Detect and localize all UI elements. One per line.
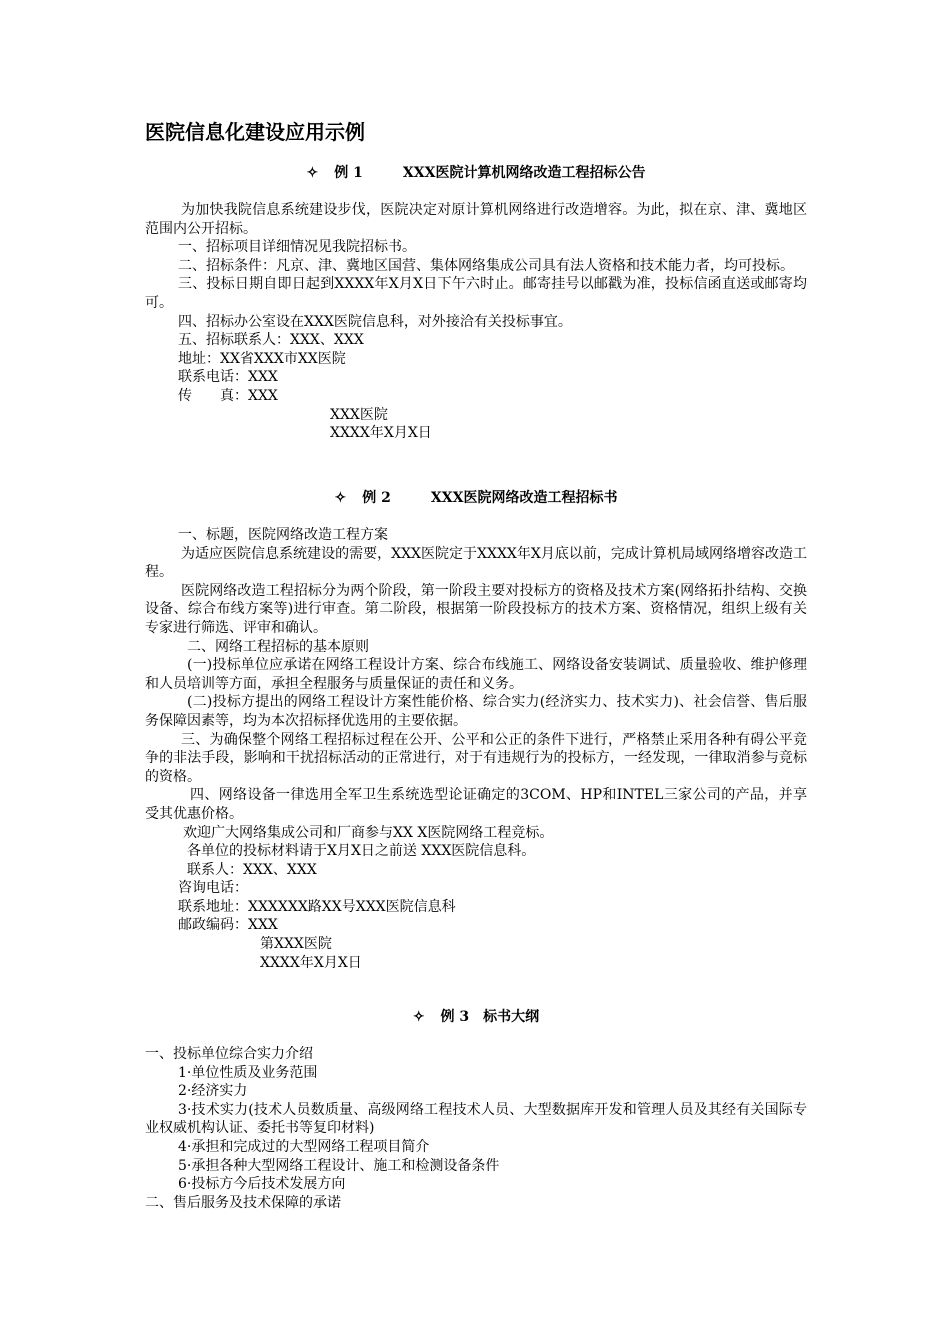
section-1-title: XXX医院计算机网络改造工程招标公告 (402, 165, 646, 181)
diamond-icon: ✧ (412, 1009, 425, 1025)
paragraph: 一、标题，医院网络改造工程方案 (178, 527, 388, 543)
section-3-number: 例 3 (440, 1009, 470, 1025)
signature-org: XXX医院 (330, 406, 388, 423)
section-3-heading (145, 1006, 807, 1026)
address-line: 地址：XX省XXX市XX医院 (178, 350, 346, 367)
section-1-heading (145, 162, 807, 182)
fax-line: 传 真：XXX (178, 387, 278, 404)
paragraph: 四、网络设备一律选用全军卫生系统选型论证确定的3COM、HP和INTEL三家公司的产品，并享受其优惠价格。 (145, 787, 807, 822)
signature-date: XXXX年X月X日 (330, 425, 432, 442)
section-3-body (145, 1045, 807, 1212)
postcode-line: 邮政编码：XXX (178, 917, 278, 934)
address-line: 联系地址：XXXXXX路XX号XXX医院信息科 (178, 898, 456, 915)
outline-item: 5·承担各种大型网络工程设计、施工和检测设备条件 (178, 1157, 500, 1174)
paragraph: (二)投标方提出的网络工程设计方案性能价格、综合实力(经济实力、技术实力)、社会信誉、售后服务保障因素等，均为本次招标择优选用的主要依据。 (145, 694, 807, 729)
paragraph: 四、招标办公室设在XXX医院信息科，对外接洽有关投标事宜。 (178, 313, 572, 330)
outline-item: 一、投标单位综合实力介绍 (145, 1046, 313, 1062)
phone-line: 咨询电话： (178, 880, 248, 897)
outline-item: 6·投标方今后技术发展方向 (178, 1176, 346, 1193)
paragraph: 二、招标条件：凡京、津、冀地区国营、集体网络集成公司具有法人资格和技术能力者，均可投标。 (178, 257, 794, 274)
section-2-number: 例 2 (362, 490, 391, 506)
outline-item: 二、售后服务及技术保障的承诺 (145, 1194, 341, 1211)
phone-line: 联系电话：XXX (178, 369, 278, 386)
section-3-title: 标书大纲 (483, 1009, 540, 1025)
paragraph: 三、为确保整个网络工程招标过程在公开、公平和公正的条件下进行，严格禁止采用各种有碍公平竞争的非法手段，影响和干扰招标活动的正常进行，对于有违规行为的投标方，一经发现，一律取消参与竞标的资格。 (145, 731, 807, 785)
document-title: 医院信息化建设应用示例 (145, 120, 365, 144)
section-1-body (145, 201, 807, 443)
outline-item: 2·经济实力 (178, 1083, 248, 1100)
paragraph: (一)投标单位应承诺在网络工程设计方案、综合布线施工、网络设备安装调试、质量验收、维护修理和人员培训等方面，承担全程服务与质量保证的责任和义务。 (145, 657, 807, 692)
outline-item: 4·承担和完成过的大型网络工程项目简介 (178, 1138, 430, 1155)
paragraph: 各单位的投标材料请于X月X日之前送 XXX医院信息科。 (187, 843, 536, 860)
diamond-icon: ✧ (334, 490, 347, 506)
paragraph: 一、招标项目详细情况见我院招标书。 (178, 239, 416, 256)
signature-org: 第XXX医院 (260, 936, 332, 953)
section-1-number: 例 1 (334, 165, 363, 181)
section-2-body (145, 526, 807, 972)
paragraph: 欢迎广大网络集成公司和厂商参与XX X医院网络工程竞标。 (183, 824, 554, 841)
outline-item: 3·技术实力(技术人员数质量、高级网络工程技术人员、大型数据库开发和管理人员及其经有关国际专业权威机构认证、委托书等复印材料) (145, 1101, 807, 1137)
paragraph: 为加快我院信息系统建设步伐，医院决定对原计算机网络进行改造增容。为此，拟在京、津、冀地区范围内公开招标。 (145, 202, 807, 237)
section-2-heading (145, 487, 807, 507)
paragraph: 为适应医院信息系统建设的需要，XXX医院定于XXXX年X月底以前，完成计算机局域网络增容改造工程。 (145, 545, 807, 581)
signature-date: XXXX年X月X日 (260, 954, 362, 971)
paragraph: 二、网络工程招标的基本原则 (187, 638, 369, 655)
contact-line: 联系人：XXX、XXX (187, 861, 317, 878)
section-2-title: XXX医院网络改造工程招标书 (430, 490, 618, 506)
paragraph: 三、投标日期自即日起到XXXX年X月X日下午六时止。邮寄挂号以邮戳为准，投标信函直送或邮寄均可。 (145, 276, 807, 311)
outline-item: 1·单位性质及业务范围 (178, 1064, 318, 1081)
diamond-icon: ✧ (306, 165, 319, 181)
paragraph: 医院网络改造工程招标分为两个阶段，第一阶段主要对投标方的资格及技术方案(网络拓扑结构、交换设备、综合布线方案等)进行审查。第二阶段，根据第一阶段投标方的技术方案、资格情况，组织上级有关专家进行筛选、评审和确认。 (145, 582, 807, 636)
paragraph: 五、招标联系人：XXX、XXX (178, 332, 364, 349)
